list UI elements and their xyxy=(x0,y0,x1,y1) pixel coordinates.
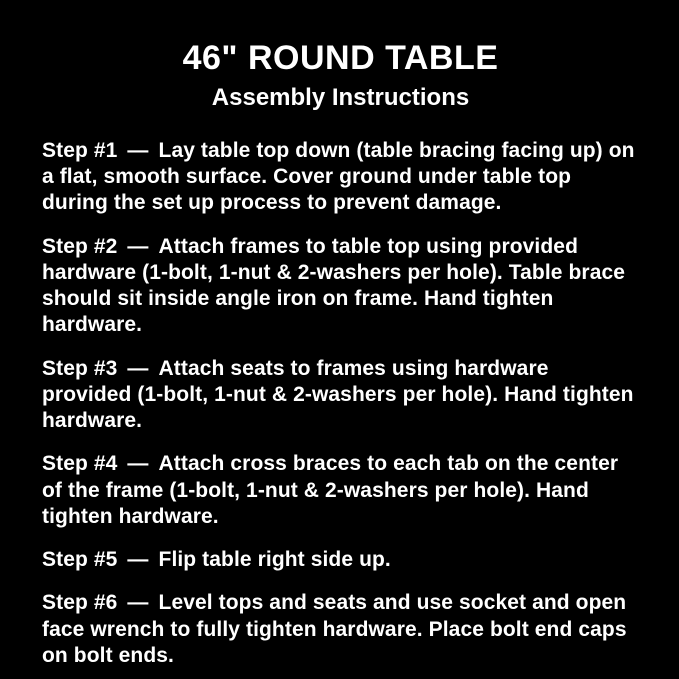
step-dash: — xyxy=(127,591,149,615)
step-item-1 xyxy=(42,138,642,217)
step-text: Attach cross braces to each tab on the center of the frame (1-bolt, 1-nut & 2-washers per hole). Hand tighten hardware. xyxy=(42,452,619,528)
step-text: Attach frames to table top using provided hardware (1-bolt, 1-nut & 2-washers per hole). Table brace should sit inside angle iron on frame. Hand tighten hardware. xyxy=(42,234,626,337)
step-item-5 xyxy=(42,547,642,573)
step-item-3 xyxy=(42,356,642,435)
step-dash: — xyxy=(127,548,149,572)
step-text: Lay table top down (table bracing facing up) on a flat, smooth surface. Cover ground under table top during the set up process to prevent damage. xyxy=(42,138,635,215)
step-text: Attach seats to frames using hardware provided (1-bolt, 1-nut & 2-washers per hole). Hand tighten hardware. xyxy=(42,356,634,433)
step-label: Step #4 xyxy=(42,452,118,476)
step-label: Step #3 xyxy=(42,356,118,380)
step-label: Step #1 xyxy=(42,138,118,162)
step-dash: — xyxy=(127,452,149,476)
step-text: Flip table right side up. xyxy=(158,548,391,572)
step-dash: — xyxy=(127,234,149,258)
step-dash: — xyxy=(127,138,149,162)
step-text: Level tops and seats and use socket and open face wrench to fully tighten hardware. Place bolt end caps on bolt ends. xyxy=(42,591,627,667)
step-item-2 xyxy=(42,234,642,339)
step-label: Step #2 xyxy=(42,234,118,258)
step-item-6 xyxy=(42,590,642,669)
step-label: Step #5 xyxy=(42,548,118,572)
step-item-4 xyxy=(42,451,642,530)
page-subtitle: Assembly Instructions xyxy=(211,84,470,112)
page-title: 46" ROUND TABLE xyxy=(182,39,499,77)
step-dash: — xyxy=(127,356,149,380)
step-label: Step #6 xyxy=(42,591,118,615)
steps-list xyxy=(42,138,642,669)
